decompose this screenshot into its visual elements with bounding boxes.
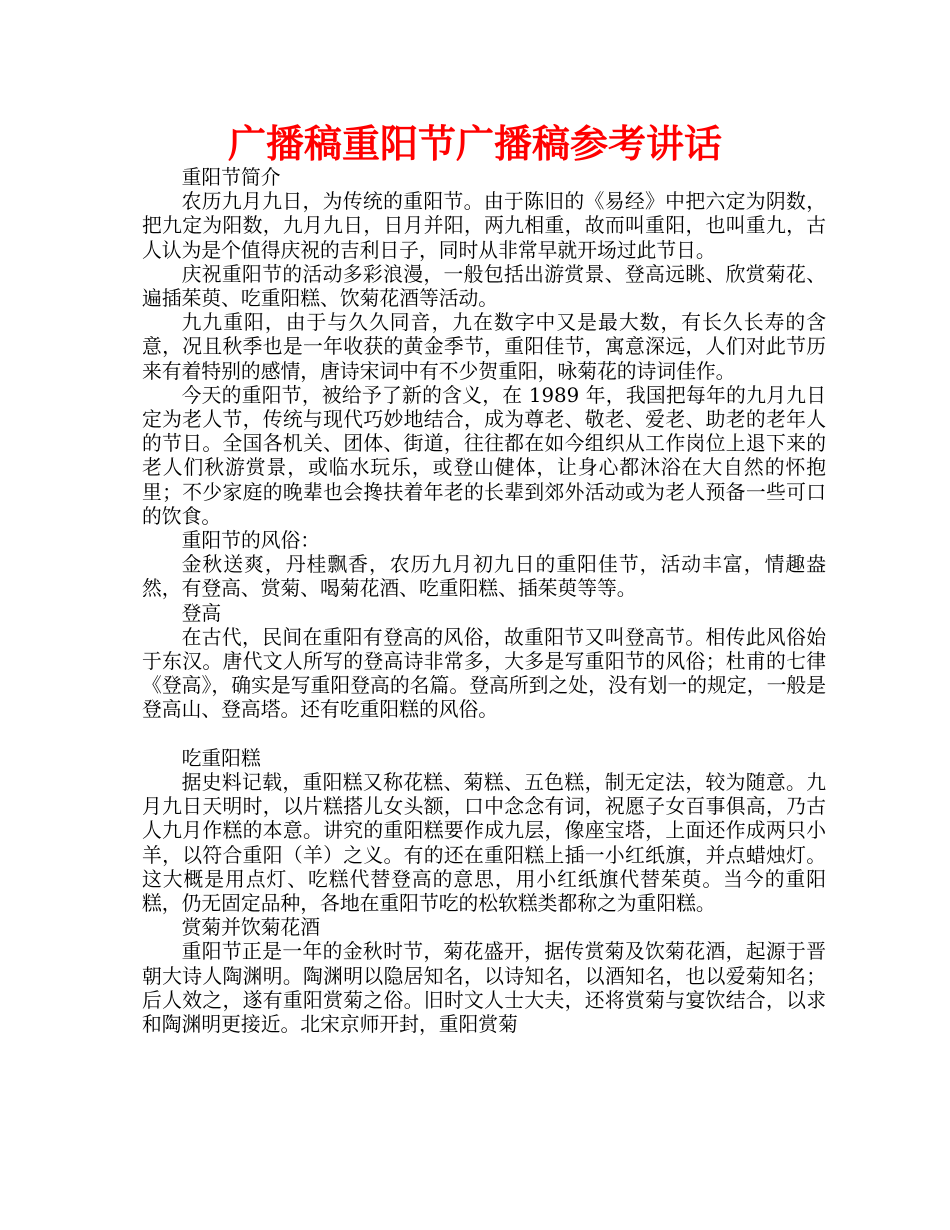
paragraph-chrysanthemum-1: 重阳节正是一年的金秋时节，菊花盛开，据传赏菊及饮菊花酒，起源于晋朝大诗人陶渊明。陶渊明以隐居知名，以诗知名，以酒知名，也以爱菊知名；后人效之，遂有重阳赏菊之俗。旧时文人士大夫，还将赏菊与宴饮结合，以求和陶渊明更接近。北宋京师开封，重阳赏菊 <box>142 940 826 1037</box>
section-heading-chrysanthemum: 赏菊并饮菊花酒 <box>181 916 321 940</box>
paragraph-climb-1: 在古代，民间在重阳有登高的风俗，故重阳节又叫登高节。相传此风俗始于东汉。唐代文人所写的登高诗非常多，大多是写重阳节的风俗；杜甫的七律《登高》，确实是写重阳登高的名篇。登高所到之处，没有划一的规定，一般是登高山、登高塔。还有吃重阳糕的风俗。 <box>142 625 826 722</box>
paragraph-customs-1: 金秋送爽，丹桂飘香，农历九月初九日的重阳佳节，活动丰富，情趣盎然，有登高、赏菊、喝菊花酒、吃重阳糕、插茱萸等等。 <box>142 553 826 601</box>
paragraph-intro-4: 今天的重阳节，被给予了新的含义，在 1989 年，我国把每年的九月九日定为老人节，传统与现代巧妙地结合，成为尊老、敬老、爱老、助老的老年人的节日。全国各机关、团体、街道，往往都在如今组织从工作岗位上退下来的老人们秋游赏景，或临水玩乐，或登山健体，让身心都沐浴在大自然的怀抱里；不少家庭的晚辈也会搀扶着年老的长辈到郊外活动或为老人预备一些可口的饮食。 <box>142 383 826 528</box>
section-heading-customs: 重阳节的风俗： <box>181 529 321 553</box>
document-body <box>142 166 826 1037</box>
blank-line <box>142 723 826 747</box>
document-title: 广播稿重阳节广播稿参考讲话 <box>227 122 722 166</box>
paragraph-intro-2: 庆祝重阳节的活动多彩浪漫，一般包括出游赏景、登高远眺、欣赏菊花、遍插茱萸、吃重阳糕、饮菊花酒等活动。 <box>142 262 826 311</box>
section-heading-cake: 吃重阳糕 <box>181 746 261 770</box>
section-heading-intro: 重阳节简介 <box>181 166 281 189</box>
paragraph-cake-1: 据史料记载，重阳糕又称花糕、菊糕、五色糕，制无定法，较为随意。九月九日天明时，以片糕搭儿女头额，口中念念有词，祝愿子女百事俱高，乃古人九月作糕的本意。讲究的重阳糕要作成九层，像座宝塔，上面还作成两只小羊，以符合重阳（羊）之义。有的还在重阳糕上插一小红纸旗，并点蜡烛灯。这大概是用点灯、吃糕代替登高的意思，用小红纸旗代替茱萸。当今的重阳糕，仍无固定品种，各地在重阳节吃的松软糕类都称之为重阳糕。 <box>142 771 826 916</box>
paragraph-intro-1: 农历九月九日，为传统的重阳节。由于陈旧的《易经》中把六定为阴数，把九定为阳数，九月九日，日月并阳，两九相重，故而叫重阳，也叫重九，古人认为是个值得庆祝的吉利日子，同时从非常早就开场过此节日。 <box>142 190 826 262</box>
paragraph-intro-3: 九九重阳，由于与久久同音，九在数字中又是最大数，有长久长寿的含意，况且秋季也是一年收获的黄金季节，重阳佳节，寓意深远，人们对此节历来有着特别的感情，唐诗宋词中有不少贺重阳，咏菊花的诗词佳作。 <box>142 311 826 383</box>
section-heading-climb: 登高 <box>181 601 222 625</box>
